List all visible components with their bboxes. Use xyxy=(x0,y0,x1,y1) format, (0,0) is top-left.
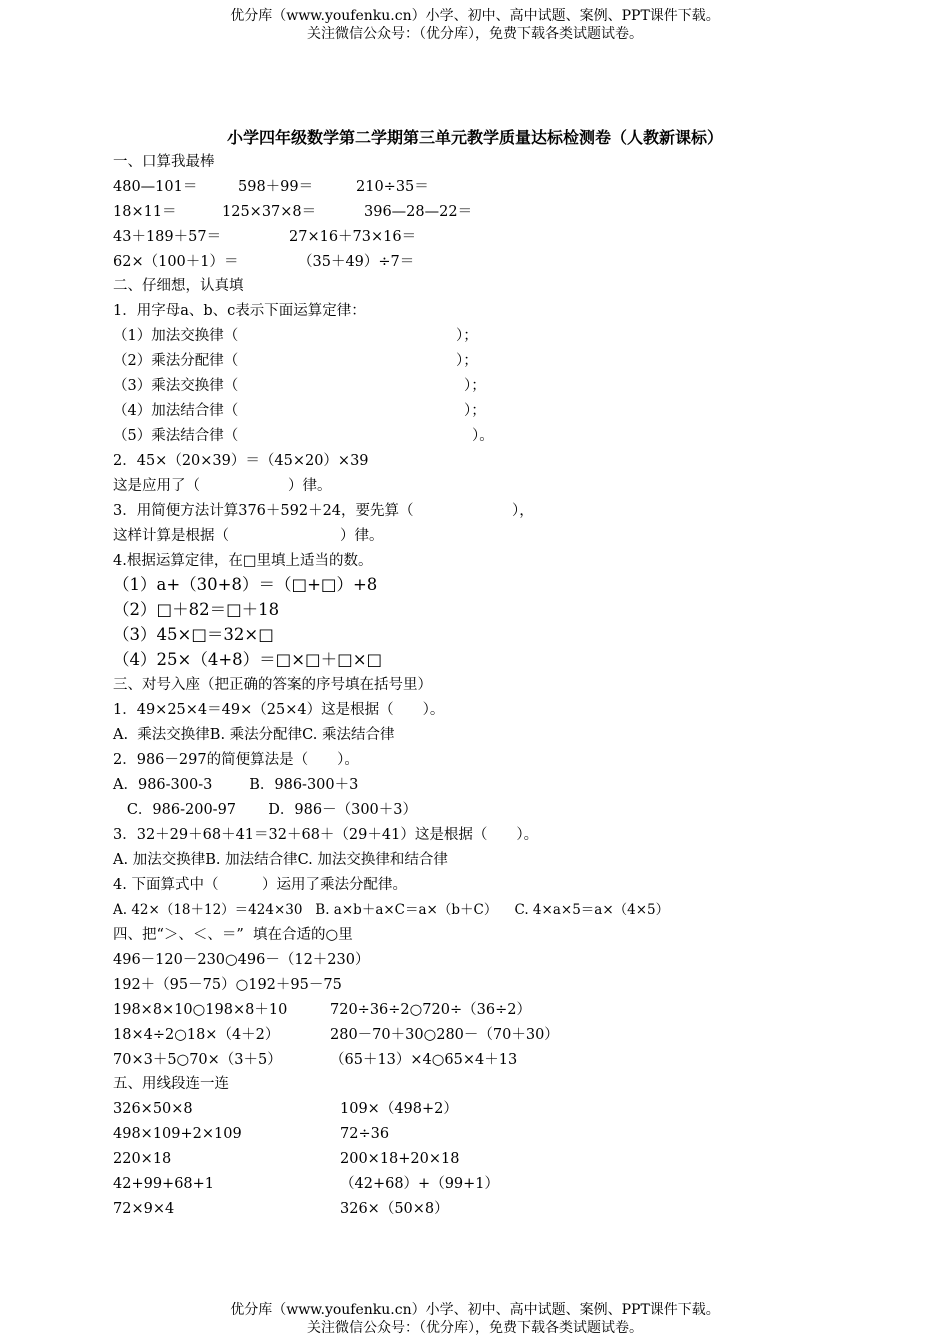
law-item-5-label: （5）乘法结合律（ xyxy=(113,428,239,444)
page-header-line2: 关注微信公众号：（优分库），免费下载各类试题试卷。 xyxy=(307,26,643,42)
page-footer-line2: 关注微信公众号：（优分库），免费下载各类试题试卷。 xyxy=(307,1320,643,1336)
question-2-2-fill-close: ）律。 xyxy=(288,478,332,494)
choice-line-5: C．986-200-97 D．986－（300＋3） xyxy=(113,802,417,818)
question-2-3b-label: 这样计算是根据（ xyxy=(113,528,229,544)
calc-2-1: 18×11＝ xyxy=(113,204,177,220)
match-left-3: 220×18 xyxy=(113,1151,172,1167)
calc-2-3: 396—28—22＝ xyxy=(364,204,473,220)
compare-3-2: 720÷36÷2○720÷（36÷2） xyxy=(330,1002,531,1018)
match-left-4: 42+99+68+1 xyxy=(113,1176,215,1192)
page-header-line1: 优分库（www.youfenku.cn）小学、初中、高中试题、案例、PPT课件下载。 xyxy=(230,8,720,24)
question-2-2-fill-label: 这是应用了（ xyxy=(113,478,200,494)
match-left-5: 72×9×4 xyxy=(113,1201,175,1217)
question-2-3b-close: ）律。 xyxy=(340,528,384,544)
calc-4-2: （35＋49）÷7＝ xyxy=(298,254,415,270)
choice-line-4: A．986-300-3 B．986-300＋3 xyxy=(113,777,359,793)
match-right-1: 109×（498+2） xyxy=(340,1101,458,1117)
choice-line-1: 1．49×25×4＝49×（25×4）这是根据（ ）。 xyxy=(113,702,445,718)
box-item-2: （2）□＋82＝□＋18 xyxy=(113,600,280,619)
compare-1-1: 496－120－230○496－（12＋230） xyxy=(113,952,370,968)
choice-line-9: A. 42×（18＋12）＝424×30 B. a×b＋a×C＝a×（b＋C） C. 4×a×5＝a×（4×5） xyxy=(113,902,670,918)
choice-line-7: A. 加法交换律B. 加法结合律C. 加法交换律和结合律 xyxy=(113,852,448,868)
calc-3-2: 27×16＋73×16＝ xyxy=(289,229,417,245)
calc-1-2: 598＋99＝ xyxy=(238,179,314,195)
calc-1-3: 210÷35＝ xyxy=(356,179,429,195)
match-right-3: 200×18+20×18 xyxy=(340,1151,460,1167)
law-item-3-close: ）； xyxy=(464,378,486,394)
compare-5-2: （65＋13）×4○65×4＋13 xyxy=(330,1052,518,1068)
calc-4-1: 62×（100＋1）＝ xyxy=(113,254,239,270)
box-item-1: （1）a+（30+8）＝（□+□）+8 xyxy=(113,575,378,594)
question-2-2: 2．45×（20×39）＝（45×20）×39 xyxy=(113,453,369,469)
page-footer-line1: 优分库（www.youfenku.cn）小学、初中、高中试题、案例、PPT课件下载。 xyxy=(230,1302,720,1318)
choice-line-8: 4. 下面算式中（ ）运用了乘法分配律。 xyxy=(113,877,407,893)
section4-heading: 四、把“＞、＜、＝” 填在合适的○里 xyxy=(113,927,353,943)
match-right-4: （42+68）+（99+1） xyxy=(340,1176,500,1192)
law-item-1-label: （1）加法交换律（ xyxy=(113,328,239,344)
match-right-2: 72÷36 xyxy=(340,1126,390,1142)
choice-line-6: 3．32＋29＋68＋41＝32＋68＋（29＋41）这是根据（ ）。 xyxy=(113,827,539,843)
calc-1-1: 480—101＝ xyxy=(113,179,198,195)
law-item-4-label: （4）加法结合律（ xyxy=(113,403,239,419)
match-left-1: 326×50×8 xyxy=(113,1101,193,1117)
choice-line-3: 2．986－297的简便算法是（ ）。 xyxy=(113,752,359,768)
section3-heading: 三、对号入座（把正确的答案的序号填在括号里） xyxy=(113,677,432,693)
law-item-2-close: ）； xyxy=(456,353,478,369)
section2-heading: 二、仔细想，认真填 xyxy=(113,278,244,294)
section5-heading: 五、用线段连一连 xyxy=(113,1076,229,1092)
calc-2-2: 125×37×8＝ xyxy=(222,204,317,220)
law-item-2-label: （2）乘法分配律（ xyxy=(113,353,239,369)
compare-4-1: 18×4÷2○18×（4＋2） xyxy=(113,1027,280,1043)
calc-3-1: 43＋189＋57＝ xyxy=(113,229,222,245)
match-right-5: 326×（50×8） xyxy=(340,1201,449,1217)
choice-line-2: A. 乘法交换律B. 乘法分配律C. 乘法结合律 xyxy=(113,727,395,743)
compare-3-1: 198×8×10○198×8＋10 xyxy=(113,1002,288,1018)
question-2-1: 1．用字母a、b、c表示下面运算定律： xyxy=(113,303,366,319)
compare-5-1: 70×3＋5○70×（3＋5） xyxy=(113,1052,282,1068)
document-title: 小学四年级数学第二学期第三单元教学质量达标检测卷（人教新课标） xyxy=(226,128,723,147)
compare-2-1: 192＋（95－75）○192＋95－75 xyxy=(113,977,342,993)
law-item-5-close: ）。 xyxy=(472,428,494,444)
box-item-3: （3）45×□＝32×□ xyxy=(113,625,274,644)
question-2-3: 3．用简便方法计算376＋592＋24，要先算（ xyxy=(113,503,414,519)
match-left-2: 498×109+2×109 xyxy=(113,1126,242,1142)
law-item-4-close: ）； xyxy=(464,403,486,419)
section1-heading: 一、口算我最棒 xyxy=(113,154,215,170)
box-item-4: （4）25×（4+8）＝□×□＋□×□ xyxy=(113,650,383,669)
compare-4-2: 280－70＋30○280－（70＋30） xyxy=(330,1027,559,1043)
question-2-4: 4.根据运算定律，在□里填上适当的数。 xyxy=(113,553,373,569)
law-item-3-label: （3）乘法交换律（ xyxy=(113,378,239,394)
law-item-1-close: ）； xyxy=(456,328,478,344)
question-2-3-close: ）， xyxy=(512,503,534,519)
